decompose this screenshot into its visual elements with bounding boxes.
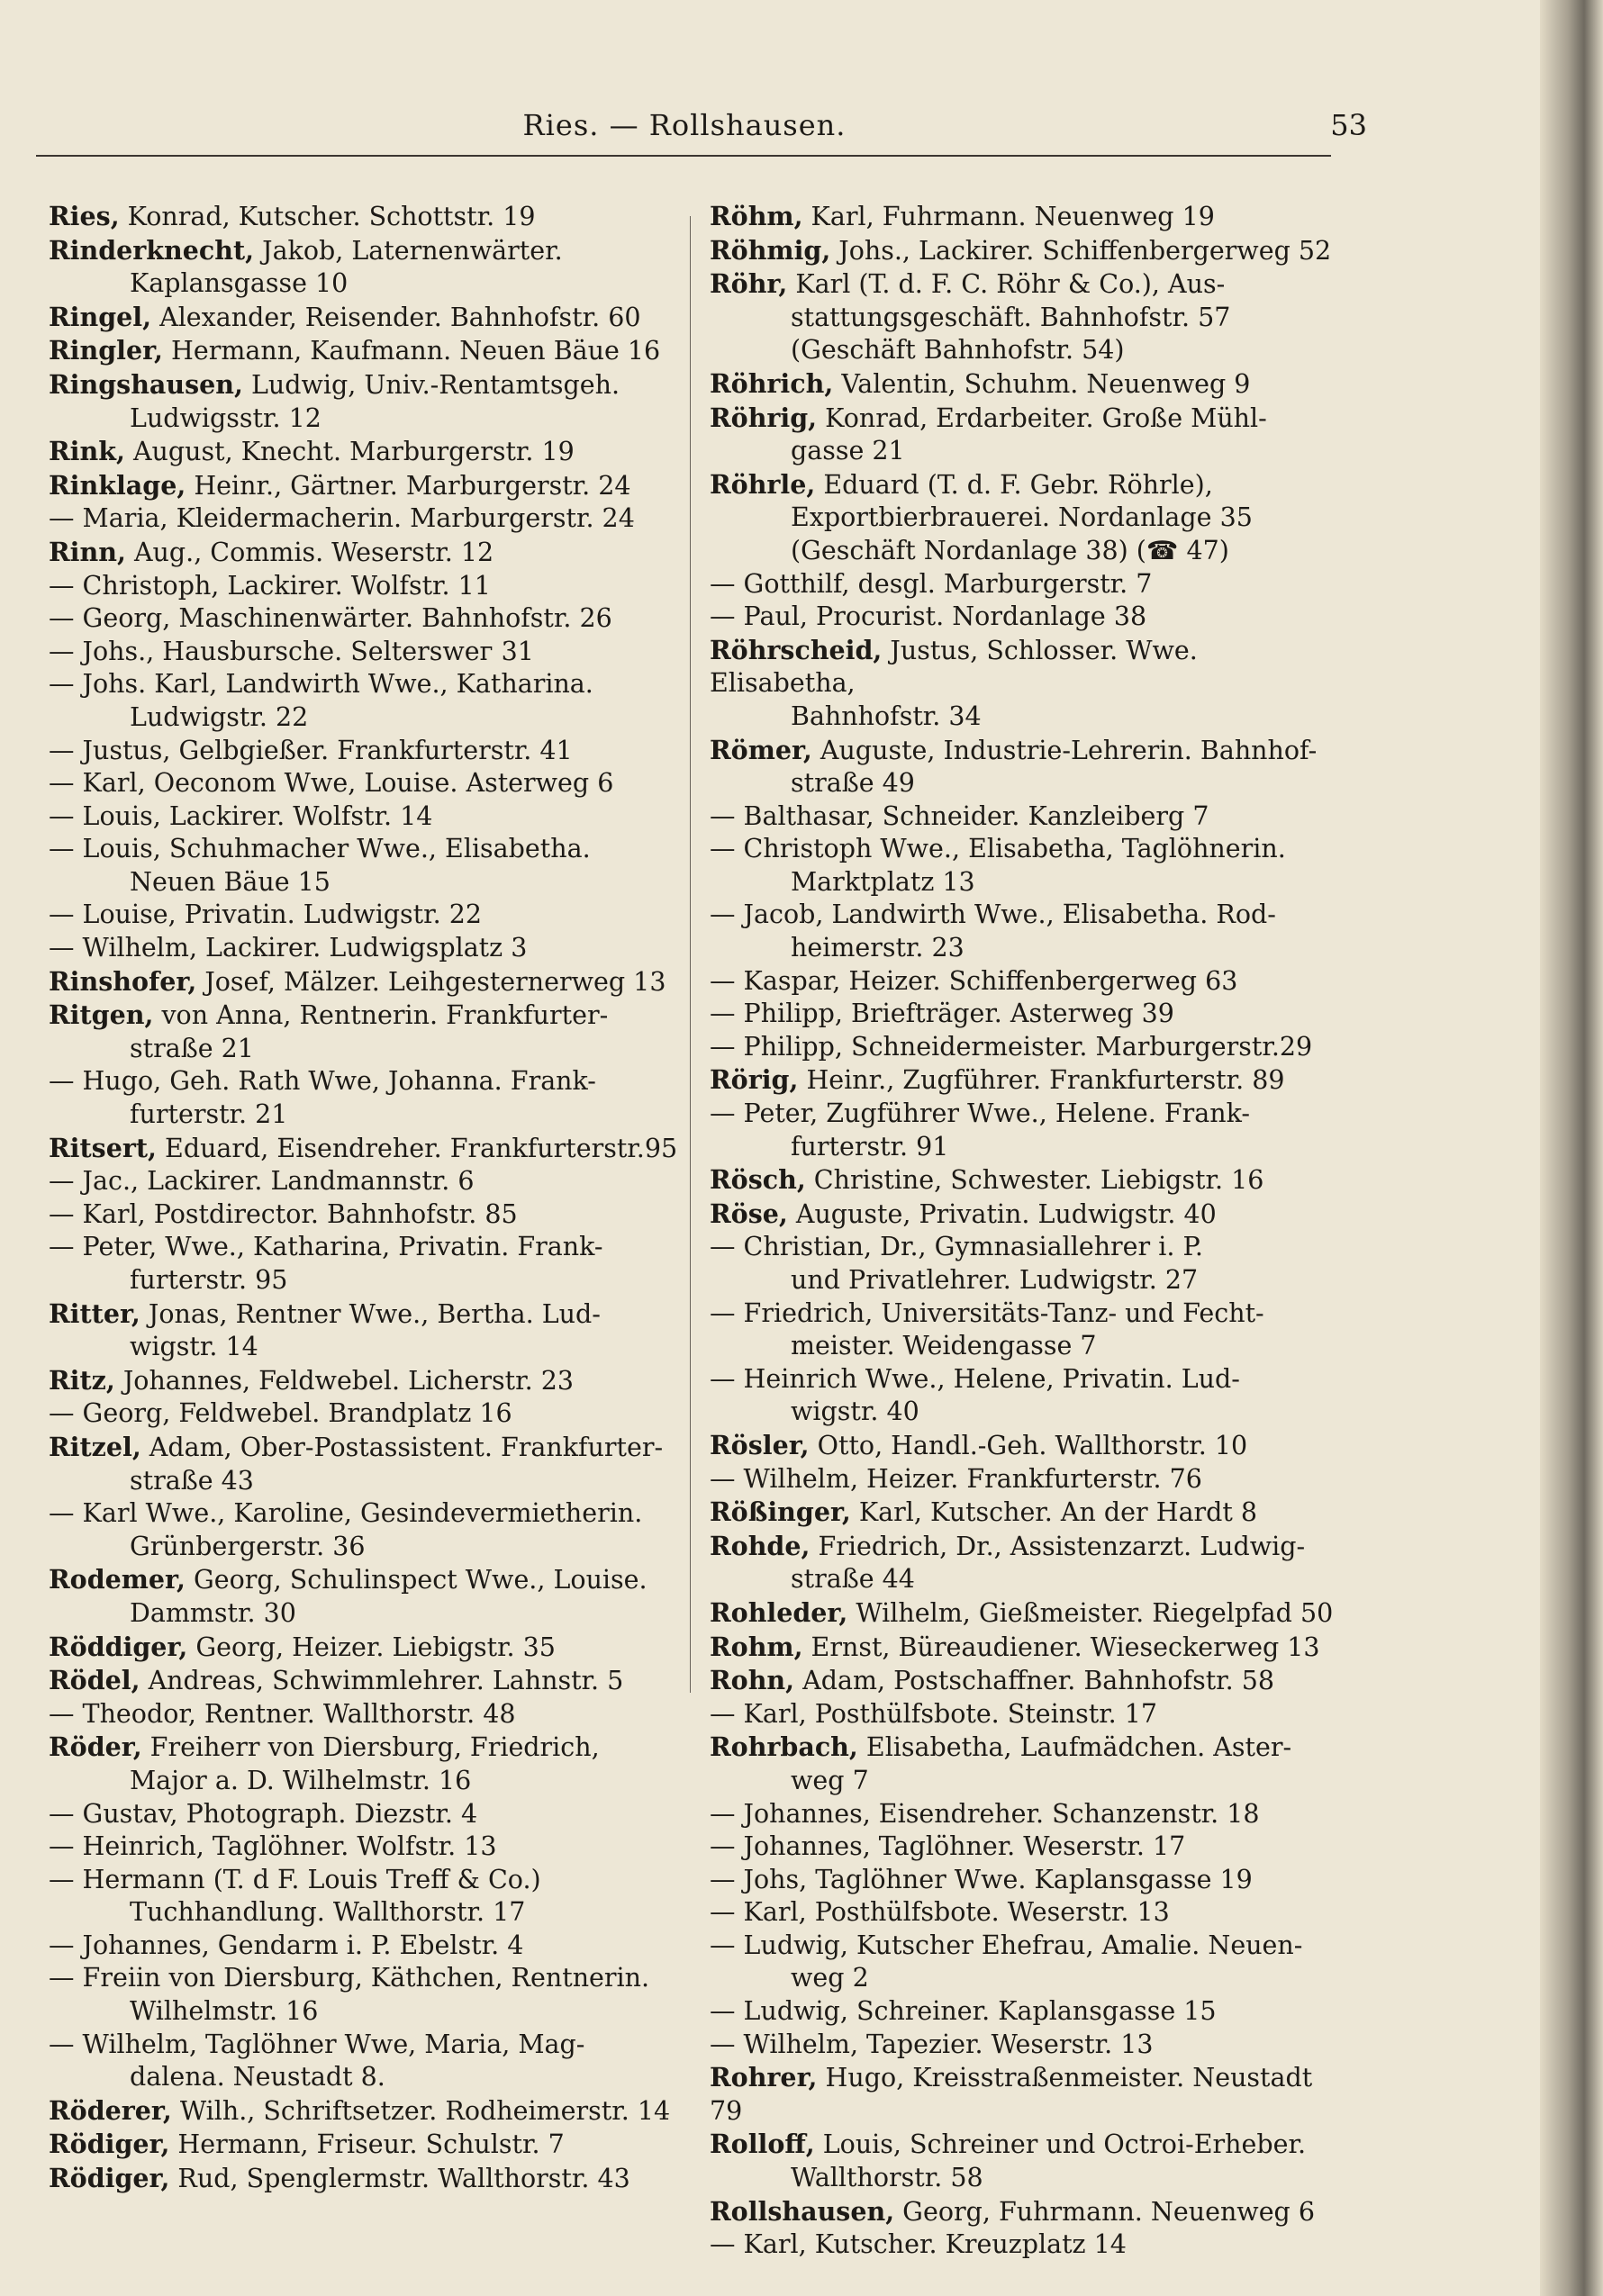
entry-text: — Jac., Lackirer. Landmannstr. 6	[49, 1166, 475, 1197]
entry-surname: Ringshausen,	[49, 368, 243, 400]
entry-text: Andreas, Schwimmlehrer. Lahnstr. 5	[140, 1666, 624, 1696]
entry-text: — Jacob, Landwirth Wwe., Elisabetha. Rod-	[710, 899, 1276, 930]
directory-entry	[710, 234, 1340, 268]
entry-text: — Georg, Feldwebel. Brandplatz 16	[49, 1398, 512, 1429]
directory-entry	[710, 1363, 1340, 1429]
entry-text: — Johs., Hausbursche. Selterswег 31	[49, 636, 534, 666]
directory-entry	[49, 1497, 679, 1563]
entry-surname: Ritzel,	[49, 1431, 141, 1462]
directory-entry	[710, 1163, 1340, 1198]
entry-text: — Louis, Lackirer. Wolfstr. 14	[49, 800, 433, 831]
directory-entry	[710, 1596, 1340, 1631]
directory-entry	[49, 1231, 679, 1297]
entry-text: Elisabetha, Laufmädchen. Aster-	[857, 1732, 1292, 1763]
entry-surname: Rinn,	[49, 536, 126, 567]
page-header	[36, 101, 1367, 155]
entry-surname: Rödiger,	[49, 2163, 170, 2194]
directory-entry	[49, 301, 679, 335]
entry-text: — Friedrich, Universitäts-Tanz- und Fecht-	[710, 1297, 1264, 1328]
directory-entry	[710, 2061, 1340, 2128]
entry-continuation: meister. Weidengasse 7	[791, 1331, 1097, 1361]
entry-continuation: und Privatlehrer. Ludwigstr. 27	[791, 1265, 1199, 1295]
entry-text: Adam, Postschaffner. Bahnhofstr. 58	[794, 1666, 1275, 1696]
directory-entry	[710, 468, 1340, 568]
entry-text: Alexander, Reisender. Bahnhofstr. 60	[151, 302, 641, 332]
entry-surname: Rink,	[49, 436, 125, 467]
directory-entry	[49, 1798, 679, 1831]
directory-entry	[710, 1798, 1340, 1831]
entry-text: — Ludwig, Kutscher Ehefrau, Amalie. Neuen-	[710, 1930, 1303, 1960]
entry-continuation: heimerstr. 23	[791, 933, 965, 963]
entry-text: Adam, Ober-Postassistent. Frankfurter-	[140, 1432, 664, 1462]
directory-entry	[49, 1431, 679, 1497]
entry-continuation: Wilhelmstr. 16	[130, 1996, 319, 2027]
entry-text: — Heinrich Wwe., Helene, Privatin. Lud-	[710, 1363, 1240, 1394]
directory-entry	[49, 899, 679, 932]
entry-text: — Karl Wwe., Karoline, Gesindevermietherin.	[49, 1498, 643, 1529]
page-number: 53	[1330, 108, 1367, 142]
entry-text: Valentin, Schuhm. Neuenweg 9	[833, 368, 1251, 399]
entry-surname: Rollshausen,	[710, 2195, 895, 2227]
entry-surname: Röddiger,	[49, 1631, 188, 1662]
entry-text: Ernst, Büreaudiener. Wieseckerweg 13	[802, 1632, 1320, 1662]
directory-entry	[710, 1297, 1340, 1363]
directory-entry	[49, 1297, 679, 1364]
entry-surname: Ritsert,	[49, 1132, 157, 1163]
directory-entry	[710, 2128, 1340, 2194]
entry-continuation: Kaplansgasse 10	[130, 268, 349, 299]
entry-continuation: Marktplatz 13	[791, 866, 975, 897]
entry-text: Heinr., Gärtner. Marburgerstr. 24	[186, 470, 631, 501]
entry-text: — Peter, Wwe., Katharina, Privatin. Frank-	[49, 1232, 603, 1262]
entry-text: — Johannes, Taglöhner. Weserstr. 17	[710, 1831, 1186, 1862]
entry-text: Eduard (T. d. F. Gebr. Röhrle),	[815, 469, 1213, 500]
entry-text: Hermann, Friseur. Schulstr. 7	[169, 2129, 565, 2160]
entry-surname: Rösch,	[710, 1164, 806, 1196]
entry-text: Wilhelm, Gießmeister. Riegelpfad 50	[847, 1597, 1334, 1628]
entry-surname: Röder,	[49, 1731, 142, 1763]
directory-entry	[710, 1496, 1340, 1530]
entry-continuation: Ludwigsstr. 12	[130, 402, 322, 433]
entry-text: Rud, Spenglermstr. Wallthorstr. 43	[169, 2164, 630, 2194]
entry-surname: Rörig,	[710, 1064, 799, 1096]
directory-entry	[49, 368, 679, 435]
entry-text: Johs., Lackirer. Schiffenbergerweg 52	[830, 235, 1332, 266]
entry-surname: Röse,	[710, 1198, 788, 1229]
directory-entry	[49, 536, 679, 570]
entry-text: — Christoph Wwe., Elisabetha, Taglöhnerin.	[710, 834, 1286, 864]
directory-entry	[710, 1731, 1340, 1797]
entry-surname: Röhrich,	[710, 367, 834, 399]
directory-entry	[710, 1930, 1340, 1995]
entry-text: Eduard, Eisendreher. Frankfurterstr.95	[156, 1133, 678, 1163]
entry-text: August, Knecht. Marburgerstr. 19	[124, 437, 575, 467]
directory-entry	[710, 1896, 1340, 1930]
entry-text: — Wilhelm, Tapezier. Weserstr. 13	[710, 2029, 1154, 2059]
entry-continuation: furterstr. 91	[791, 1131, 949, 1162]
directory-entry	[49, 1864, 679, 1930]
entry-surname: Rohrer,	[710, 2062, 818, 2093]
entry-text: — Karl, Oeconom Wwe, Louise. Asterweg 6	[49, 768, 614, 799]
directory-entry	[49, 502, 679, 536]
directory-entry	[49, 1631, 679, 1665]
directory-entry	[710, 1631, 1340, 1665]
entry-surname: Rinklage,	[49, 469, 186, 501]
entry-text: Johannes, Feldwebel. Licherstr. 23	[114, 1365, 574, 1396]
directory-entry	[49, 932, 679, 965]
directory-entry	[710, 2195, 1340, 2229]
entry-surname: Röhr,	[710, 268, 788, 300]
directory-entry	[49, 2128, 679, 2162]
entry-surname: Rohm,	[710, 1631, 803, 1662]
entry-text: — Karl, Posthülfsbote. Steinstr. 17	[710, 1698, 1158, 1729]
entry-text: Jakob, Laternenwärter.	[254, 235, 563, 266]
entry-surname: Römer,	[710, 734, 812, 765]
entry-continuation: wigstr. 40	[791, 1397, 919, 1427]
entry-text: — Johs, Taglöhner Wwe. Kaplansgasse 19	[710, 1864, 1253, 1894]
entry-surname: Röderer,	[49, 2094, 172, 2126]
entry-text: — Hugo, Geh. Rath Wwe, Johanna. Frank-	[49, 1066, 596, 1097]
entry-text: von Anna, Rentnerin. Frankfurter-	[153, 1000, 609, 1031]
directory-entry	[49, 767, 679, 800]
directory-entry	[710, 800, 1340, 834]
entry-continuation: Grünbergerstr. 36	[130, 1531, 366, 1561]
entry-text: — Balthasar, Schneider. Kanzleiberg 7	[710, 800, 1209, 831]
entry-text: — Hermann (T. d F. Louis Treff & Co.)	[49, 1864, 541, 1894]
entry-text: Karl, Kutscher. An der Hardt 8	[850, 1497, 1258, 1528]
entry-surname: Röhrscheid,	[710, 634, 883, 665]
entry-text: — Freiin von Diersburg, Käthchen, Rentnerin.	[49, 1963, 650, 1993]
entry-continuation: Tuchhandlung. Wallthorstr. 17	[130, 1897, 526, 1928]
directory-entry	[49, 1198, 679, 1232]
entry-surname: Röhmig,	[710, 234, 831, 266]
entry-text: — Maria, Kleidermacherin. Marburgerstr. 24	[49, 503, 635, 534]
entry-surname: Rohrbach,	[710, 1731, 858, 1763]
entry-text: — Wilhelm, Lackirer. Ludwigsplatz 3	[49, 933, 528, 963]
entry-text: — Christoph, Lackirer. Wolfstr. 11	[49, 570, 491, 601]
entry-surname: Ritgen,	[49, 999, 154, 1031]
directory-entry	[49, 833, 679, 899]
column-divider	[690, 216, 691, 1693]
directory-entry	[49, 200, 679, 234]
directory-entry	[710, 634, 1340, 734]
entry-text: Otto, Handl.-Geh. Wallthorstr. 10	[809, 1430, 1248, 1460]
entry-continuation: stattungsgeschäft. Bahnhofstr. 57	[791, 302, 1231, 332]
directory-entry	[49, 1563, 679, 1630]
entry-text: — Ludwig, Schreiner. Kaplansgasse 15	[710, 1996, 1217, 2027]
entry-surname: Ries,	[49, 201, 120, 231]
directory-entry	[710, 200, 1340, 234]
entry-text: Georg, Fuhrmann. Neuenweg 6	[894, 2196, 1315, 2227]
directory-entry	[49, 636, 679, 669]
entry-continuation: straße 21	[130, 1033, 254, 1063]
directory-entry	[49, 1731, 679, 1797]
entry-text: Karl, Fuhrmann. Neuenweg 19	[802, 202, 1215, 231]
entry-text: Jonas, Rentner Wwe., Bertha. Lud-	[140, 1298, 601, 1329]
directory-entry	[49, 800, 679, 834]
entry-text: Justus, Schlosser. Wwe. Elisabetha,	[710, 635, 1198, 699]
directory-entry	[49, 2029, 679, 2094]
entry-text: — Georg, Maschinenwärter. Bahnhofstr. 26	[49, 603, 612, 634]
entry-text: — Louise, Privatin. Ludwigstr. 22	[49, 899, 483, 930]
entry-text: Karl (T. d. F. C. Röhr & Co.), Aus-	[787, 269, 1226, 300]
entry-text: — Kaspar, Heizer. Schiffenbergerweg 63	[710, 965, 1238, 996]
entry-continuation: (Geschäft Nordanlage 38) (☎ 47)	[791, 535, 1229, 565]
directory-entry	[710, 1995, 1340, 2029]
entry-continuation: weg 2	[791, 1963, 869, 1993]
entry-surname: Röhrle,	[710, 468, 816, 500]
directory-entry	[49, 234, 679, 301]
directory-entry	[49, 965, 679, 999]
entry-surname: Rohde,	[710, 1530, 811, 1561]
entry-text: — Peter, Zugführer Wwe., Helene. Frank-	[710, 1098, 1251, 1129]
directory-entry	[49, 2162, 679, 2196]
directory-entry	[710, 1031, 1340, 1064]
entry-text: Heinr., Zugführer. Frankfurterstr. 89	[798, 1065, 1285, 1096]
entry-text: — Karl, Kutscher. Kreuzplatz 14	[710, 2229, 1127, 2260]
directory-entry	[710, 1063, 1340, 1098]
directory-entry	[710, 1830, 1340, 1864]
directory-entry	[49, 1930, 679, 1963]
entry-text: — Wilhelm, Heizer. Frankfurterstr. 76	[710, 1463, 1202, 1494]
directory-entry	[49, 1132, 679, 1166]
entry-text: — Heinrich, Taglöhner. Wolfstr. 13	[49, 1831, 497, 1862]
entry-text: — Justus, Gelbgießer. Frankfurterstr. 41	[49, 735, 573, 765]
entry-text: Auguste, Industrie-Lehrerin. Bahnhof-	[811, 735, 1318, 765]
directory-entry	[49, 2094, 679, 2129]
directory-entry	[710, 1463, 1340, 1496]
entry-text: — Karl, Posthülfsbote. Weserstr. 13	[710, 1897, 1170, 1928]
entry-surname: Rödel,	[49, 1665, 140, 1696]
directory-entry	[710, 601, 1340, 634]
entry-text: — Johannes, Gendarm i. P. Ebelstr. 4	[49, 1930, 524, 1960]
entry-continuation: furterstr. 95	[130, 1265, 288, 1295]
entry-text: — Christian, Dr., Gymnasiallehrer i. P.	[710, 1232, 1203, 1262]
entry-text: — Philipp, Briefträger. Asterweg 39	[710, 999, 1174, 1029]
entry-text: Louis, Schreiner und Octroi-Erheber.	[814, 2129, 1307, 2160]
entry-surname: Röhm,	[710, 201, 803, 231]
entry-surname: Ringler,	[49, 335, 163, 366]
directory-entry	[710, 367, 1340, 402]
directory-entry	[710, 1098, 1340, 1163]
entry-surname: Rohn,	[710, 1665, 795, 1696]
entry-text: Georg, Heizer. Liebigstr. 35	[187, 1632, 556, 1662]
entry-surname: Ritz,	[49, 1364, 115, 1396]
entry-text: — Louis, Schuhmacher Wwe., Elisabetha.	[49, 834, 591, 864]
right-column	[710, 200, 1340, 2262]
directory-entry	[710, 2228, 1340, 2262]
directory-entry	[49, 435, 679, 469]
entry-text: Christine, Schwester. Liebigstr. 16	[805, 1165, 1264, 1196]
entry-text: — Johannes, Eisendreher. Schanzenstr. 18	[710, 1798, 1260, 1829]
directory-entry	[49, 602, 679, 636]
entry-surname: Ringel,	[49, 301, 152, 332]
entry-surname: Rolloff,	[710, 2129, 815, 2160]
directory-entry	[49, 334, 679, 368]
directory-entry	[49, 1962, 679, 2028]
entry-surname: Rinderknecht,	[49, 234, 255, 266]
entry-continuation: Neuen Bäue 15	[130, 866, 331, 897]
entry-surname: Rinshofer,	[49, 965, 197, 997]
directory-entry	[49, 570, 679, 603]
directory-entry	[710, 568, 1340, 601]
directory-entry	[49, 1364, 679, 1398]
entry-surname: Rohleder,	[710, 1596, 848, 1628]
page-edge	[1540, 0, 1603, 2296]
entry-continuation: (Geschäft Bahnhofstr. 54)	[791, 335, 1125, 366]
entry-text: Hermann, Kaufmann. Neuen Bäue 16	[162, 336, 661, 366]
entry-continuation: Wallthorstr. 58	[791, 2163, 983, 2193]
entry-text: Josef, Mälzer. Leihgesternerweg 13	[196, 966, 666, 997]
entry-surname: Röhrig,	[710, 402, 818, 433]
entry-text: — Johs. Karl, Landwirth Wwe., Katharina.	[49, 669, 593, 700]
directory-entry	[49, 1664, 679, 1698]
directory-entry	[710, 1198, 1340, 1232]
entry-text: Auguste, Privatin. Ludwigstr. 40	[787, 1198, 1217, 1229]
entry-continuation: Exportbierbrauerei. Nordanlage 35	[791, 502, 1253, 533]
entry-text: Wilh., Schriftsetzer. Rodheimerstr. 14	[171, 2095, 671, 2126]
directory-entry	[49, 1830, 679, 1864]
directory-entry	[49, 999, 679, 1065]
directory-entry	[49, 1065, 679, 1131]
entry-surname: Rößinger,	[710, 1496, 851, 1528]
header-rule	[36, 155, 1331, 157]
directory-entry	[710, 1530, 1340, 1596]
entry-text: — Gotthilf, desgl. Marburgerstr. 7	[710, 568, 1153, 599]
directory-entry	[710, 1864, 1340, 1897]
entry-text: Konrad, Kutscher. Schottstr. 19	[119, 202, 536, 231]
entry-surname: Rösler,	[710, 1429, 810, 1460]
directory-entry	[710, 2029, 1340, 2062]
entry-continuation: dalena. Neustadt 8.	[130, 2062, 385, 2093]
entry-text: Hugo, Kreisstraßenmeister. Neustadt 79	[710, 2063, 1313, 2126]
directory-entry	[49, 1397, 679, 1431]
entry-text: — Philipp, Schneidermeister. Marburgerstr.29	[710, 1031, 1313, 1062]
entry-continuation: straße 43	[130, 1465, 254, 1496]
running-head: Ries. — Rollshausen.	[522, 108, 847, 142]
directory-entry	[710, 1664, 1340, 1698]
entry-continuation: weg 7	[791, 1765, 869, 1795]
entry-continuation: gasse 21	[791, 436, 905, 466]
directory-entry	[710, 402, 1340, 468]
directory-entry	[710, 1698, 1340, 1731]
entry-text: Aug., Commis. Weserstr. 12	[125, 537, 494, 567]
entry-text: — Theodor, Rentner. Wallthorstr. 48	[49, 1698, 516, 1729]
entry-text: Freiherr von Diersburg, Friedrich,	[141, 1732, 600, 1763]
entry-text: Konrad, Erdarbeiter. Große Mühl-	[817, 402, 1267, 433]
directory-entry	[49, 735, 679, 768]
directory-entry	[49, 469, 679, 503]
entry-text: — Karl, Postdirector. Bahnhofstr. 85	[49, 1198, 518, 1229]
directory-entry	[710, 899, 1340, 964]
directory-entry	[710, 998, 1340, 1031]
directory-entry	[710, 1429, 1340, 1463]
entry-text: Ludwig, Univ.-Rentamtsgeh.	[242, 369, 620, 400]
entry-text: — Gustav, Photograph. Diezstr. 4	[49, 1798, 478, 1829]
directory-entry	[710, 734, 1340, 800]
entry-text: — Wilhelm, Taglöhner Wwe, Maria, Mag-	[49, 2029, 585, 2059]
directory-entry	[710, 1231, 1340, 1297]
entry-text: Georg, Schulinspect Wwe., Louise.	[185, 1565, 648, 1595]
entry-continuation: Ludwigstr. 22	[130, 701, 309, 732]
left-column	[49, 200, 679, 2196]
entry-surname: Rödiger,	[49, 2129, 170, 2160]
directory-entry	[49, 1698, 679, 1731]
entry-text: — Paul, Procurist. Nordanlage 38	[710, 601, 1147, 632]
directory-entry	[710, 965, 1340, 999]
entry-continuation: Bahnhofstr. 34	[791, 701, 982, 731]
entry-surname: Rodemer,	[49, 1564, 186, 1595]
entry-continuation: wigstr. 14	[130, 1332, 258, 1362]
directory-entry	[710, 833, 1340, 899]
directory-entry	[710, 267, 1340, 367]
entry-surname: Ritter,	[49, 1297, 140, 1329]
entry-continuation: Major a. D. Wilhelmstr. 16	[130, 1765, 472, 1795]
entry-continuation: Dammstr. 30	[130, 1597, 296, 1628]
entry-continuation: furterstr. 21	[130, 1099, 288, 1130]
entry-text: Friedrich, Dr., Assistenzarzt. Ludwig-	[810, 1531, 1306, 1561]
entry-continuation: straße 49	[791, 768, 915, 799]
directory-entry	[49, 668, 679, 734]
directory-entry	[49, 1165, 679, 1198]
entry-continuation: straße 44	[791, 1564, 915, 1595]
